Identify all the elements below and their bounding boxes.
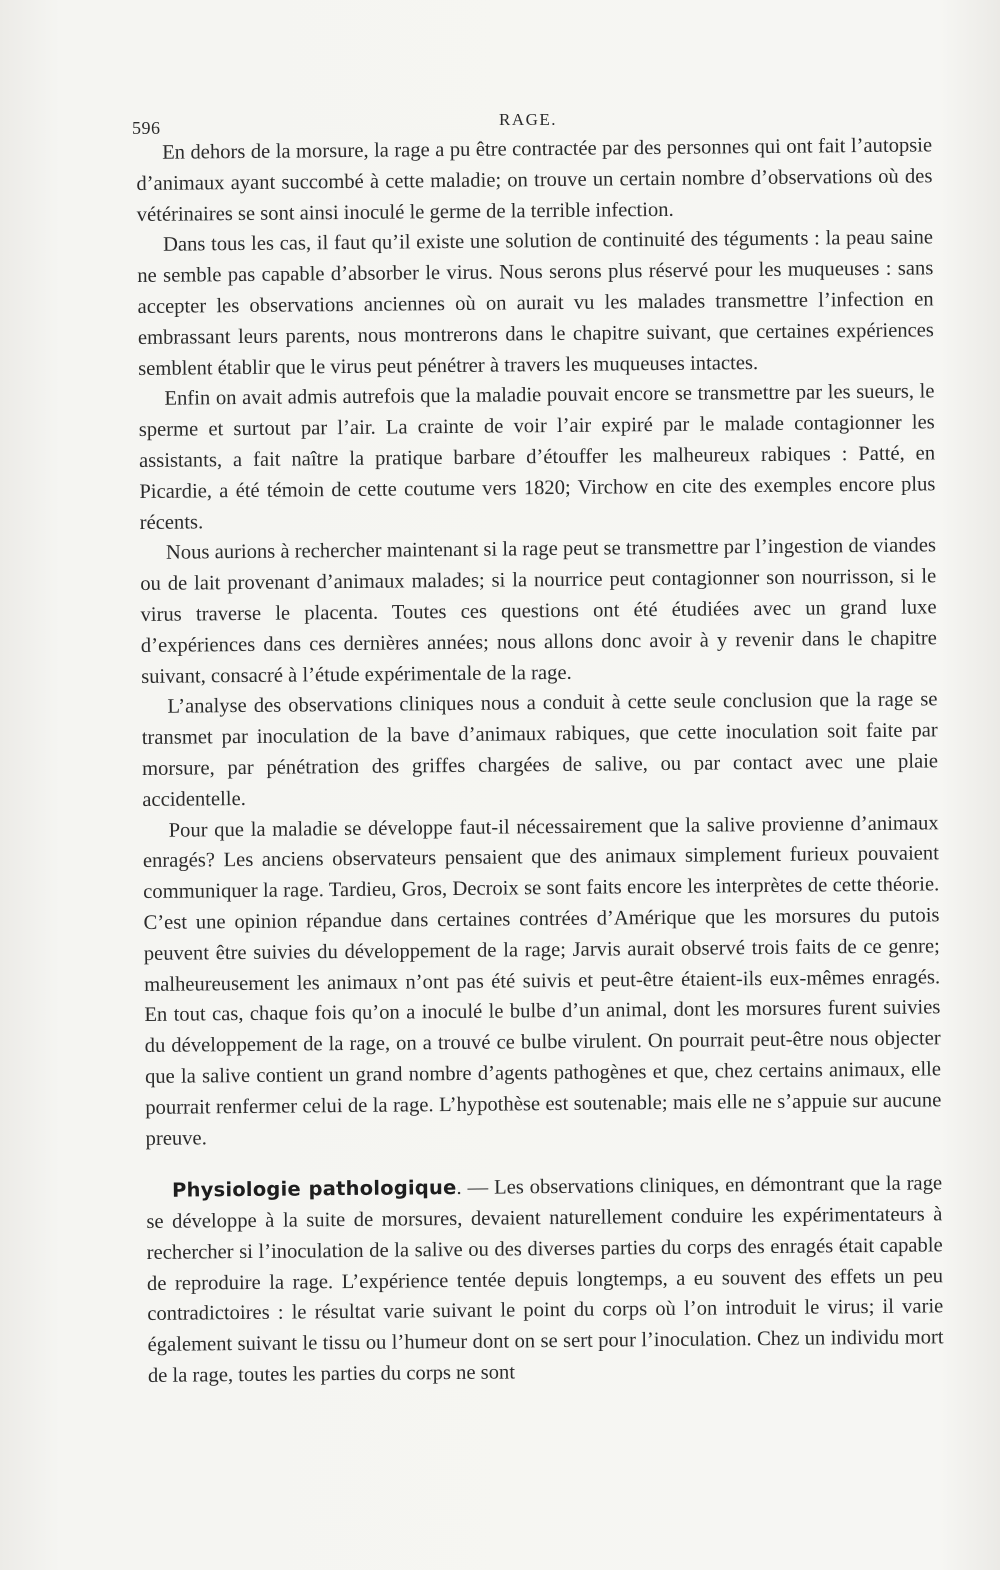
paragraph: Dans tous les cas, il faut qu’il existe une solution de continuité des téguments : la peau saine ne semble pas capable d’absorber le virus. Nous serons plus réservé pour les muqueuses : sans accepter les observations anciennes où on aurait vu les malades transmettre l’infection en embrassant leurs parents, nous montrerons dans le chapitre suivant, que certaines expériences semblent établir que le virus peut pénétrer à travers les muqueuses intactes.: [137, 226, 934, 380]
section-paragraph: [146, 1169, 944, 1392]
paragraph: Enfin on avait admis autrefois que la maladie pouvait encore se transmettre par les sueurs, le sperme et surtout par l’air. La crainte de voir l’air expiré par le malade contagionner les assistants, a fait naître la pratique barbare d’étouffer les malheureux rabiques : Patté, en Picardie, a été témoin de cette coutume vers 1820; Virchow en cite des exemples encore plus récents.: [138, 380, 936, 534]
section-title-dash: . —: [456, 1176, 495, 1200]
running-head: RAGE.: [499, 110, 558, 129]
page-number: 596: [132, 118, 161, 138]
section-text: Les observations cliniques, en démontrant que la rage se développe à la suite de morsures, devaient naturellement conduire les expérimentateurs à rechercher si l’inoculation de la salive ou des diverses parties du corps des enragés était capable de reproduire la rage. L’expérience tentée depuis longtemps, a eu souvent des effets un peu contradictoires : le résultat varie suivant le point du corps où l’on introduit le virus; il varie également suivant le tissu ou l’humeur dont on se sert pour l’inoculation. Chez un individu mort de la rage, toutes les parties du corps ne sont: [146, 1172, 944, 1388]
paragraph: En dehors de la morsure, la rage a pu être contractée par des personnes qui ont fait l’autopsie d’animaux ayant succombé à cette maladie; on trouve un certain nombre d’observations où des vétérinaires se sont ainsi inoculé le germe de la terrible infection.: [136, 134, 933, 226]
paragraph: Nous aurions à rechercher maintenant si la rage peut se transmettre par l’ingestion de viandes ou de lait provenant d’animaux malades; si la nourrice peut contagionner son nourrisson, si le virus traverse le placenta. Toutes ces questions ont été étudiées avec un grand luxe d’expériences dans ces dernières années; nous allons donc avoir à y revenir dans le chapitre suivant, consacré à l’étude expérimentale de la rage.: [140, 534, 937, 688]
paragraph: Pour que la maladie se développe faut-il nécessairement que la salive provienne d’animaux enragés? Les anciens observateurs pensaient que des animaux simplement furieux pouvaient communiquer la rage. Tardieu, Gros, Decroix se sont faits encore les interprètes de cette théorie. C’est une opinion répandue dans certaines contrées d’Amérique que les morsures du putois peuvent être suivies du développement de la rage; Jarvis aurait observé trois faits de ce genre; malheureusement les animaux n’ont pas été suivis et peut-être étaient-ils eux-mêmes enragés. En tout cas, chaque fois qu’on a inoculé le bulbe d’un animal, dont les morsures furent suivies du développement de la rage, on a trouvé ce bulbe virulent. On pourrait peut-être nous objecter que la salive contient un grand nombre d’agents pathogènes et que, chez certains animaux, elle pourrait renfermer celui de la rage. L’hypothèse est soutenable; mais elle ne s’appuie sur aucune preuve.: [142, 811, 942, 1150]
section-title: Physiologie pathologique: [171, 1176, 457, 1202]
page-body: [136, 130, 944, 1391]
paragraph: L’analyse des observations cliniques nous a conduit à cette seule conclusion que la rage se transmet par inoculation de la bave d’animaux rabiques, que cette inoculation soit faite par morsure, par pénétration des griffes chargées de salive, ou par contact avec une plaie accidentelle.: [141, 688, 939, 811]
